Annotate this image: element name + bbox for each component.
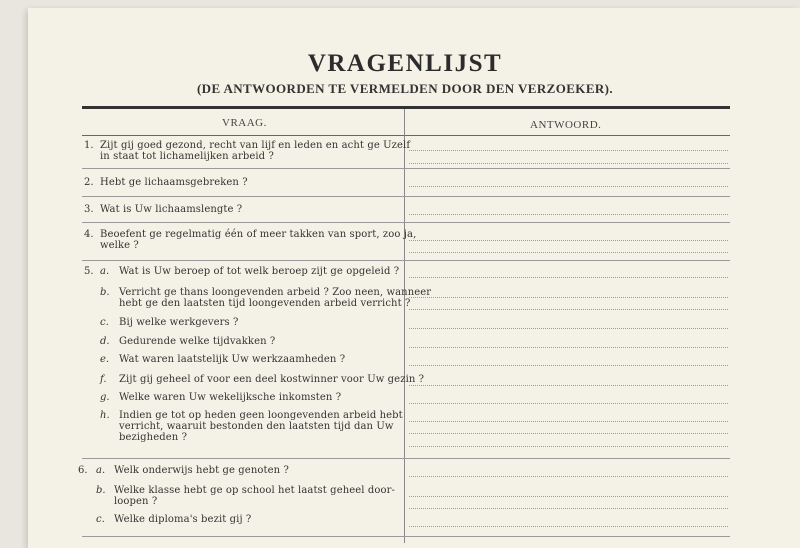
table-top-rule: [82, 106, 730, 109]
header-rule: [82, 135, 730, 136]
sub-question-letter: e.: [100, 354, 110, 365]
row-separator: [82, 168, 730, 169]
sub-question-letter: h.: [100, 410, 110, 421]
question-number: 2.: [84, 177, 94, 188]
answer-line[interactable]: [409, 240, 728, 241]
answer-line[interactable]: [409, 433, 728, 434]
page-subtitle: (DE ANTWOORDEN TE VERMELDEN DOOR DEN VERZOEKER).: [196, 81, 614, 96]
column-header-question: VRAAG.: [222, 117, 267, 129]
answer-line[interactable]: [409, 328, 728, 329]
column-header-answer: ANTWOORD.: [530, 119, 602, 131]
column-divider: [404, 109, 405, 543]
answer-line[interactable]: [409, 297, 728, 298]
sub-question-text: Gedurende welke tijdvakken ?: [119, 336, 276, 347]
sub-question-letter: a.: [100, 266, 110, 277]
answer-line[interactable]: [409, 476, 728, 477]
page-title: VRAGENLIJST: [307, 50, 503, 77]
answer-line[interactable]: [409, 421, 728, 422]
row-separator: [82, 458, 730, 459]
question-number: 4.: [84, 229, 94, 240]
answer-line[interactable]: [409, 309, 728, 310]
answer-line[interactable]: [409, 347, 728, 348]
question-text: Zijt gij goed gezond, recht van lijf en leden en acht ge Uzelf in staat tot lichamelijken arbeid ?: [100, 140, 411, 162]
answer-line[interactable]: [409, 365, 728, 366]
question-number: 5.: [84, 266, 94, 277]
question-number: 6.: [78, 465, 88, 476]
sub-question-text: Wat waren laatstelijk Uw werkzaamheden ?: [119, 354, 346, 365]
row-separator: [82, 260, 730, 261]
sub-question-text: Verricht ge thans loongevenden arbeid ? Zoo neen, wanneer hebt ge den laatsten tijd loongevenden arbeid verricht ?: [119, 287, 432, 309]
sub-question-text: Zijt gij geheel of voor een deel kostwinner voor Uw gezin ?: [119, 374, 425, 385]
answer-line[interactable]: [409, 496, 728, 497]
sub-question-letter: c.: [100, 317, 109, 328]
question-number: 3.: [84, 204, 94, 215]
answer-line[interactable]: [409, 163, 728, 164]
sub-question-text: Welke waren Uw wekelijksche inkomsten ?: [119, 392, 342, 403]
sub-question-text: Welke diploma's bezit gij ?: [114, 514, 252, 525]
answer-line[interactable]: [409, 277, 728, 278]
answer-line[interactable]: [409, 526, 728, 527]
question-text: Beoefent ge regelmatig één of meer takken van sport, zoo ja, welke ?: [100, 229, 417, 251]
question-text: Hebt ge lichaamsgebreken ?: [100, 177, 248, 188]
question-number: 1.: [84, 140, 94, 151]
answer-line[interactable]: [409, 214, 728, 215]
sub-question-letter: g.: [100, 392, 110, 403]
sub-question-letter: c.: [96, 514, 105, 525]
answer-line[interactable]: [409, 446, 728, 447]
answer-line[interactable]: [409, 186, 728, 187]
sub-question-letter: b.: [96, 485, 106, 496]
sub-question-letter: d.: [100, 336, 110, 347]
sub-question-text: Wat is Uw beroep of tot welk beroep zijt ge opgeleid ?: [119, 266, 400, 277]
sub-question-text: Welke klasse hebt ge op school het laatst geheel door- loopen ?: [114, 485, 395, 507]
sub-question-text: Welk onderwijs hebt ge genoten ?: [114, 465, 289, 476]
answer-line[interactable]: [409, 385, 728, 386]
answer-line[interactable]: [409, 403, 728, 404]
question-text: Wat is Uw lichaamslengte ?: [100, 204, 243, 215]
answer-line[interactable]: [409, 508, 728, 509]
row-separator: [82, 222, 730, 223]
sub-question-letter: b.: [100, 287, 110, 298]
answer-line[interactable]: [409, 150, 728, 151]
sub-question-text: Indien ge tot op heden geen loongevenden arbeid hebt verricht, waaruit bestonden den laatsten tijd dan Uw bezigheden ?: [119, 410, 403, 443]
sub-question-letter: a.: [96, 465, 106, 476]
sub-question-letter: f.: [100, 374, 107, 385]
row-separator: [82, 536, 730, 537]
sub-question-text: Bij welke werkgevers ?: [119, 317, 239, 328]
answer-line[interactable]: [409, 252, 728, 253]
row-separator: [82, 196, 730, 197]
